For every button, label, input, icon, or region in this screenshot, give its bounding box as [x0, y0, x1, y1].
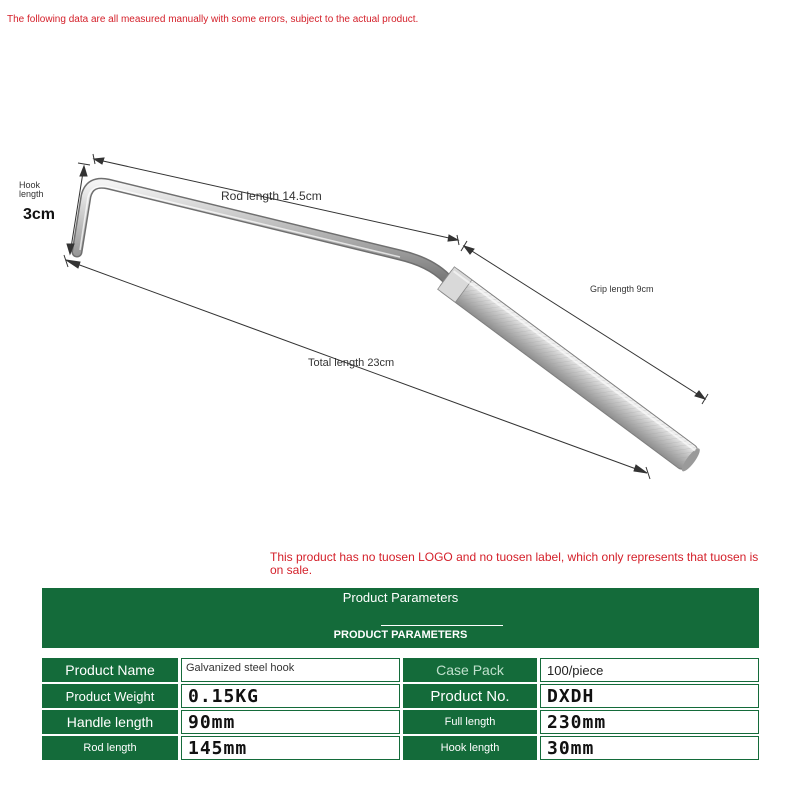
param-label: Rod length: [42, 736, 178, 760]
param-value: Galvanized steel hook: [181, 658, 400, 682]
dimension-lines: [64, 154, 708, 479]
hook-length-label: Hook length: [19, 180, 44, 199]
param-value: 30mm: [540, 736, 759, 760]
param-label: Hook length: [403, 736, 537, 760]
grip-handle: [438, 267, 703, 474]
param-value: 145mm: [181, 736, 400, 760]
disclaimer-text: This product has no tuosen LOGO and no tuosen label, which only represents that tuosen is on sale.: [270, 550, 759, 577]
grip-length-label: Grip length 9cm: [590, 284, 654, 294]
measurement-note: The following data are all measured manually with some errors, subject to the actual product.: [7, 14, 419, 25]
hook-length-value: 3cm: [23, 206, 56, 223]
banner-title: Product Parameters: [342, 590, 459, 605]
param-label: Product Name: [42, 658, 178, 682]
param-label: Product Weight: [42, 684, 178, 708]
banner-divider: [381, 625, 503, 626]
rod-length-label: Rod length 14.5cm: [221, 189, 322, 203]
param-value: 90mm: [181, 710, 400, 734]
param-value: 100/piece: [540, 658, 759, 682]
param-value: 230mm: [540, 710, 759, 734]
param-label: Product No.: [403, 684, 537, 708]
param-value: 0.15KG: [181, 684, 400, 708]
param-label: Case Pack: [403, 658, 537, 682]
total-length-label: Total length 23cm: [308, 357, 395, 369]
param-value: DXDH: [540, 684, 759, 708]
param-label: Full length: [403, 710, 537, 734]
banner-subtitle: PRODUCT PARAMETERS: [333, 629, 468, 641]
param-label: Handle length: [42, 710, 178, 734]
parameters-banner: [42, 588, 759, 648]
